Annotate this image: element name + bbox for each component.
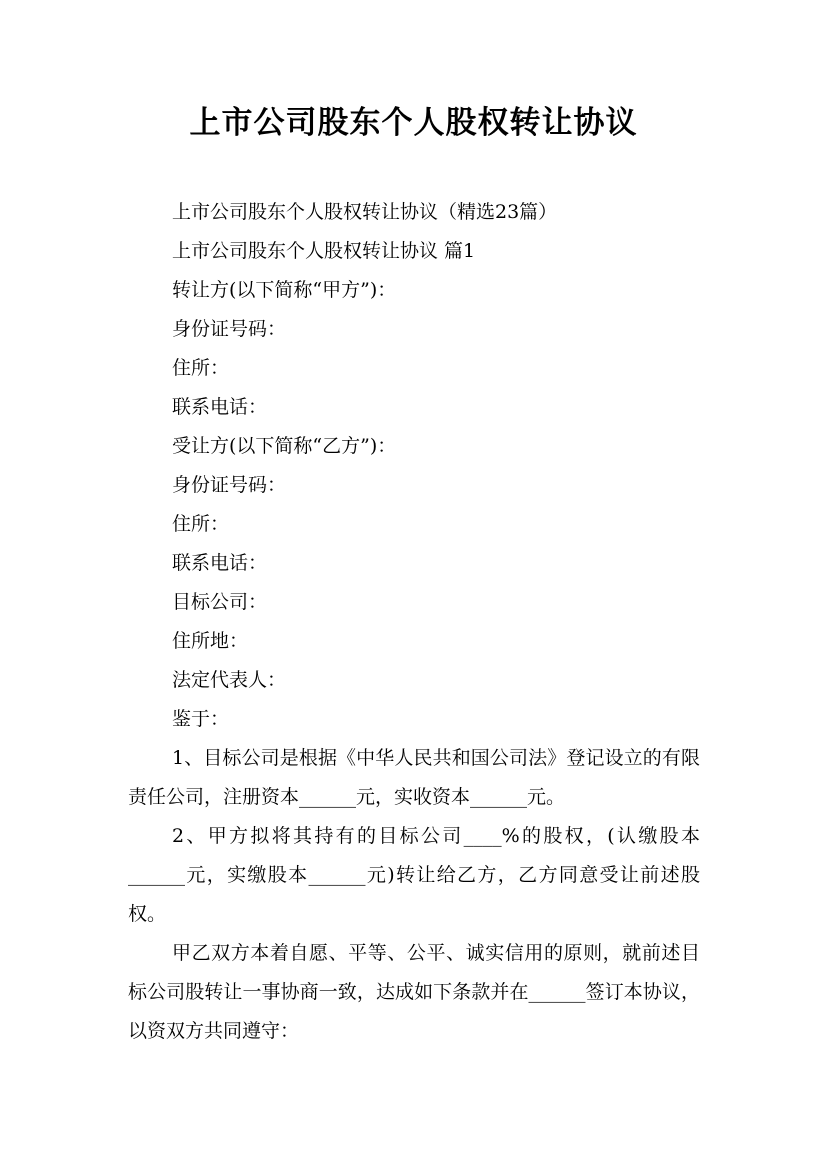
document-subtitle: 上市公司股东个人股权转让协议（精选23篇） [172,201,558,223]
field-transferor-address: 住所： [172,357,230,379]
paragraph-recital-1: 1、目标公司是根据《中华人民共和国公司法》登记设立的有限责任公司，注册资本______元，实收资本______元。 [128,747,700,808]
field-transferee: 受让方(以下简称“乙方”)： [172,435,397,457]
field-transferee-id-number: 身份证号码： [172,474,287,496]
section-heading: 上市公司股东个人股权转让协议 篇1 [172,240,476,262]
field-transferee-address: 住所： [172,513,230,535]
paragraph-recital-2: 2、甲方拟将其持有的目标公司____%的股权，(认缴股本______元，实缴股本______元)转让给乙方，乙方同意受让前述股权。 [128,825,700,925]
field-target-company: 目标公司： [172,591,268,613]
field-transferee-phone: 联系电话： [172,552,268,574]
field-transferor-phone: 联系电话： [172,396,268,418]
paragraph-agreement-intro: 甲乙双方本着自愿、平等、公平、诚实信用的原则，就前述目标公司股转让一事协商一致，达成如下条款并在______签订本协议，以资双方共同遵守： [128,942,700,1042]
document-title: 上市公司股东个人股权转让协议 [189,105,638,141]
field-legal-representative: 法定代表人： [172,669,287,691]
whereas-heading: 鉴于： [172,708,230,730]
field-transferor: 转让方(以下简称“甲方”)： [172,279,397,301]
field-transferor-id-number: 身份证号码： [172,318,287,340]
field-company-domicile: 住所地： [172,630,249,652]
